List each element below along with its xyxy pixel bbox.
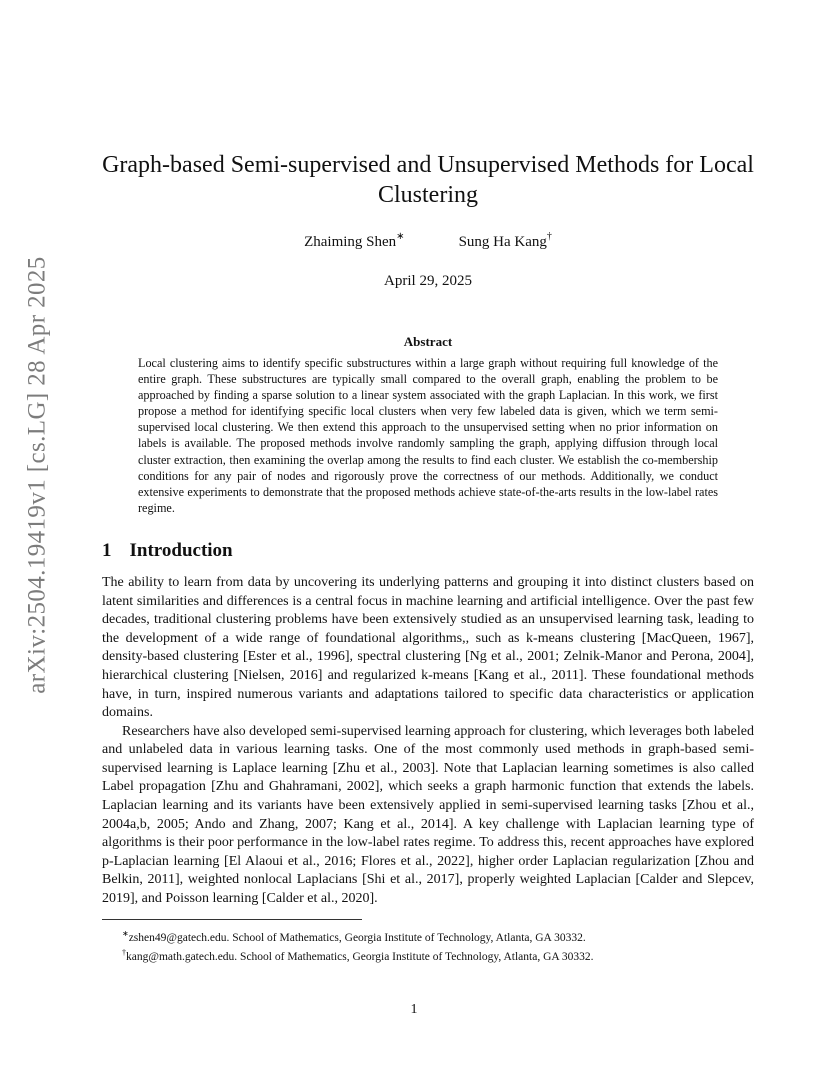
author-name: Zhaiming Shen: [304, 234, 397, 250]
footnote-2: [122, 945, 754, 965]
page-number: 1: [410, 1002, 418, 1017]
abstract-heading: Abstract: [403, 334, 453, 349]
paper-title: Graph-based Semi-supervised and Unsupervised Methods for Local Clustering: [102, 152, 754, 208]
arxiv-sidebar: [18, 256, 58, 694]
author-footnote-mark: †: [546, 231, 552, 242]
publication-date: April 29, 2025: [384, 273, 472, 289]
footnote-text: kang@math.gatech.edu. School of Mathematics, Georgia Institute of Technology, Atlanta, GA 30332.: [126, 951, 594, 964]
section-heading: [102, 540, 754, 562]
paragraph-1: The ability to learn from data by uncovering its underlying patterns and grouping it into distinct clusters based on latent similarities and differences is a central focus in machine learning and artificial intelligence. Over the past few decades, traditional clustering problems have been extensively studied as an unsupervised learning task, leading to the development of a wide range of foundational algorithms,, such as k-means clustering [MacQueen, 1967], density-based clustering [Ester et al., 1996], spectral clustering [Ng et al., 2001; Zelnik-Manor and Perona, 2004], hierarchical clustering [Nielsen, 2016] and regularized k-means [Kang et al., 2011]. These foundational methods have, in turn, inspired numerous variants and adaptations tailored to specific data characteristics or application domains.: [102, 574, 754, 721]
author-name: Sung Ha Kang: [458, 234, 547, 250]
footnote-1: [122, 926, 754, 946]
introduction-body: [102, 574, 754, 909]
author-sung-ha-kang: [459, 232, 552, 251]
paragraph-2: Researchers have also developed semi-supervised learning approach for clustering, which leverages both labeled and unlabeled data in various learning tasks. One of the most commonly used methods in graph-based semi-supervised learning is Laplace learning [Zhu et al., 2003]. Note that Laplacian learning sometimes is also called Label propagation [Zhu and Ghahramani, 2002], which seeks a graph harmonic function that extends the labels. Laplacian learning and its variants have been extensively applied in semi-supervised learning tasks [Zhou et al., 2004a,b, 2005; Ando and Zhang, 2007; Kang et al., 2014]. A key challenge with Laplacian learning type of algorithms is their poor performance in the low-label rates regime. To address this, recent approaches have explored p-Laplacian learning [El Alaoui et al., 2016; Flores et al., 2022], higher order Laplacian regularization [Zhou and Belkin, 2011], weighted nonlocal Laplacians [Shi et al., 2017], properly weighted Laplacian [Calder and Slepcev, 2019], and Poisson learning [Calder et al., 2020].: [102, 723, 754, 907]
footnote-mark: ∗: [122, 928, 129, 938]
author-zhaiming-shen: [304, 232, 404, 251]
footnote-text: zshen49@gatech.edu. School of Mathematics, Georgia Institute of Technology, Atlanta, GA 30332.: [128, 931, 586, 944]
paper-page: [102, 150, 754, 965]
author-list: [102, 232, 754, 251]
arxiv-identifier: arXiv:2504.19419v1 [cs.LG] 28 Apr 2025: [24, 256, 51, 694]
footnote-mark: †: [122, 948, 126, 958]
author-footnote-mark: ∗: [396, 231, 405, 242]
section-title: Introduction: [129, 539, 233, 561]
section-number: 1: [102, 539, 112, 561]
abstract-text: Local clustering aims to identify specific substructures within a large graph without requiring full knowledge of the entire graph. These substructures are typically small compared to the overall graph, enabling the problem to be approached by finding a sparse solution to a linear system associated with the graph Laplacian. In this work, we first propose a method for identifying specific local clusters when very few labeled data is given, which we term semi-supervised local clustering. We then extend this approach to the unsupervised setting when no prior information on labels is available. The proposed methods involve randomly sampling the graph, applying diffusion through local cluster extraction, then examining the overlap among the results to find each cluster. We establish the co-membership conditions for any pair of nodes and rigorously prove the correctness of our methods. Additionally, we conduct extensive experiments to demonstrate that the proposed methods achieve state-of-the-arts results in the low-label rates regime.: [138, 356, 718, 515]
footnote-rule: [102, 919, 362, 920]
